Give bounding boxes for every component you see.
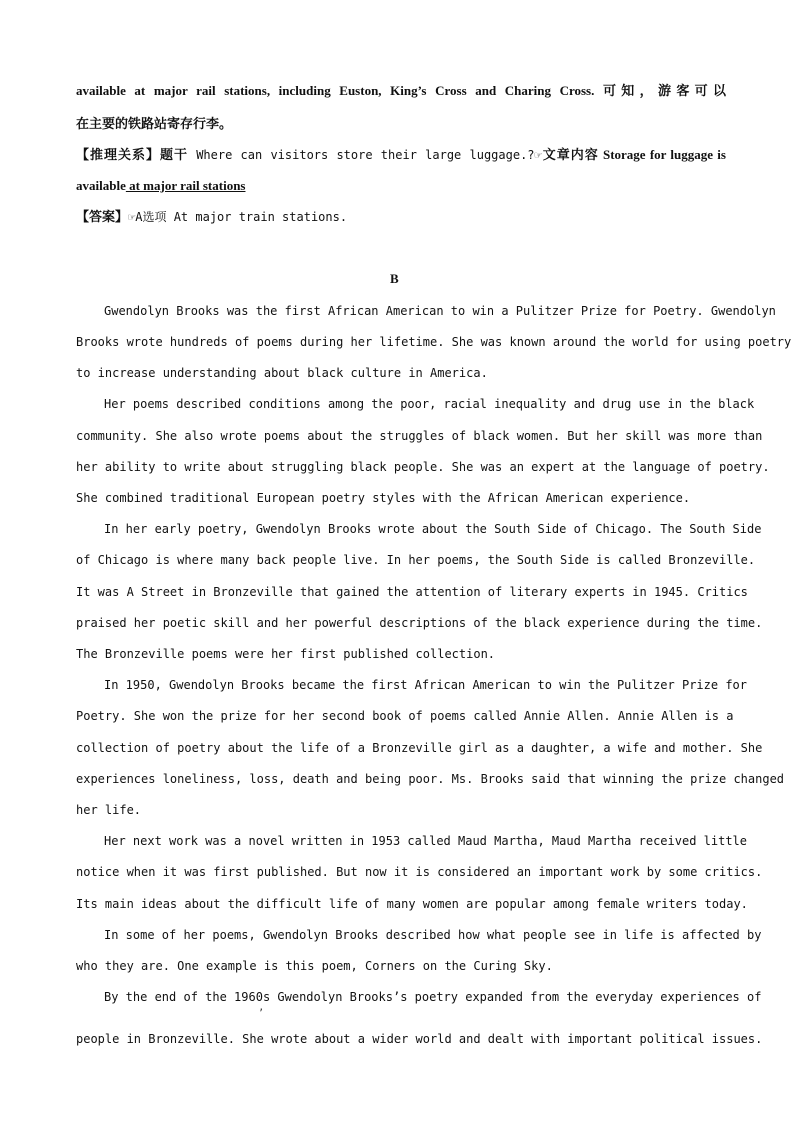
paragraph-line: Her next work was a novel written in 1953 called Maud Martha, Maud Martha received little xyxy=(104,834,747,848)
paragraph-line: In her early poetry, Gwendolyn Brooks wrote about the South Side of Chicago. The South Side xyxy=(104,522,762,536)
paragraph-line: In some of her poems, Gwendolyn Brooks described how what people see in life is affected by xyxy=(104,928,762,942)
paragraph-line: of Chicago is where many back people live. In her poems, the South Side is called Bronzeville. xyxy=(76,553,756,567)
paragraph-line: Poetry. She won the prize for her second book of poems called Annie Allen. Annie Allen is a xyxy=(76,709,734,723)
paragraph-line: Brooks wrote hundreds of poems during her lifetime. She was known around the world for using poetry xyxy=(76,335,792,349)
paragraph-line: Gwendolyn Brooks was the first African American to win a Pulitzer Prize for Poetry. Gwendolyn xyxy=(104,304,776,318)
stray-mark: ’ xyxy=(258,1008,265,1019)
reasoning-line xyxy=(76,147,726,163)
source-label: 文章内容 xyxy=(541,147,599,162)
reasoning-cont-b: at major rail stations xyxy=(125,178,246,193)
text-line: 在主要的铁路站寄存行李。 xyxy=(76,116,233,131)
paragraph-line: She combined traditional European poetry styles with the African American experience. xyxy=(76,491,691,505)
answer-text: ☞A选项 At major train stations. xyxy=(128,210,348,224)
paragraph-line: It was A Street in Bronzeville that gained the attention of literary experts in 1945. Critics xyxy=(76,585,748,599)
answer-line xyxy=(76,209,726,225)
paragraph-line: Her poems described conditions among the poor, racial inequality and drug use in the black xyxy=(104,397,755,411)
paragraph-line: By the end of the 1960s Gwendolyn Brooks’s poetry expanded from the everyday experiences of xyxy=(104,990,762,1004)
paragraph-line: Its main ideas about the difficult life of many women are popular among female writers today. xyxy=(76,897,748,911)
paragraph-line: praised her poetic skill and her powerful descriptions of the black experience during the time. xyxy=(76,616,763,630)
paragraph-line: In 1950, Gwendolyn Brooks became the first African American to win the Pulitzer Prize for xyxy=(104,678,747,692)
paragraph-line: collection of poetry about the life of a Bronzeville girl as a daughter, a wife and mother. She xyxy=(76,741,763,755)
reasoning-cont xyxy=(76,178,726,194)
paragraph-line: who they are. One example is this poem, Corners on the Curing Sky. xyxy=(76,959,553,973)
paragraph-line: to increase understanding about black culture in America. xyxy=(76,366,488,380)
paragraph-line: notice when it was first published. But now it is considered an important work by some critics. xyxy=(76,865,763,879)
paragraph-line: experiences loneliness, loss, death and being poor. Ms. Brooks said that winning the prize changed xyxy=(76,772,785,786)
reasoning-question: Where can visitors store their large luggage.? xyxy=(187,148,535,162)
paragraph-line: community. She also wrote poems about the struggles of black women. But her skill was more than xyxy=(76,429,763,443)
section-title: B xyxy=(390,271,399,286)
source-text: Storage for luggage is xyxy=(598,147,726,162)
paragraph-line: her life. xyxy=(76,803,142,817)
stem-label: 题干 xyxy=(159,147,188,162)
reasoning-cont-a: available xyxy=(76,178,126,193)
paragraph-line: people in Bronzeville. She wrote about a wider world and dealt with important political issues. xyxy=(76,1032,763,1046)
reasoning-label: 【推理关系】 xyxy=(76,147,160,162)
paragraph-line: The Bronzeville poems were her first published collection. xyxy=(76,647,496,661)
paragraph-line: her ability to write about struggling black people. She was an expert at the language of poetry. xyxy=(76,460,770,474)
answer-label: 【答案】 xyxy=(76,209,129,224)
pointer-icon: ☞ xyxy=(534,148,542,162)
text-line: available at major rail stations, including Euston, King’s Cross and Charing Cross. 可知，游客可以 xyxy=(76,83,726,98)
